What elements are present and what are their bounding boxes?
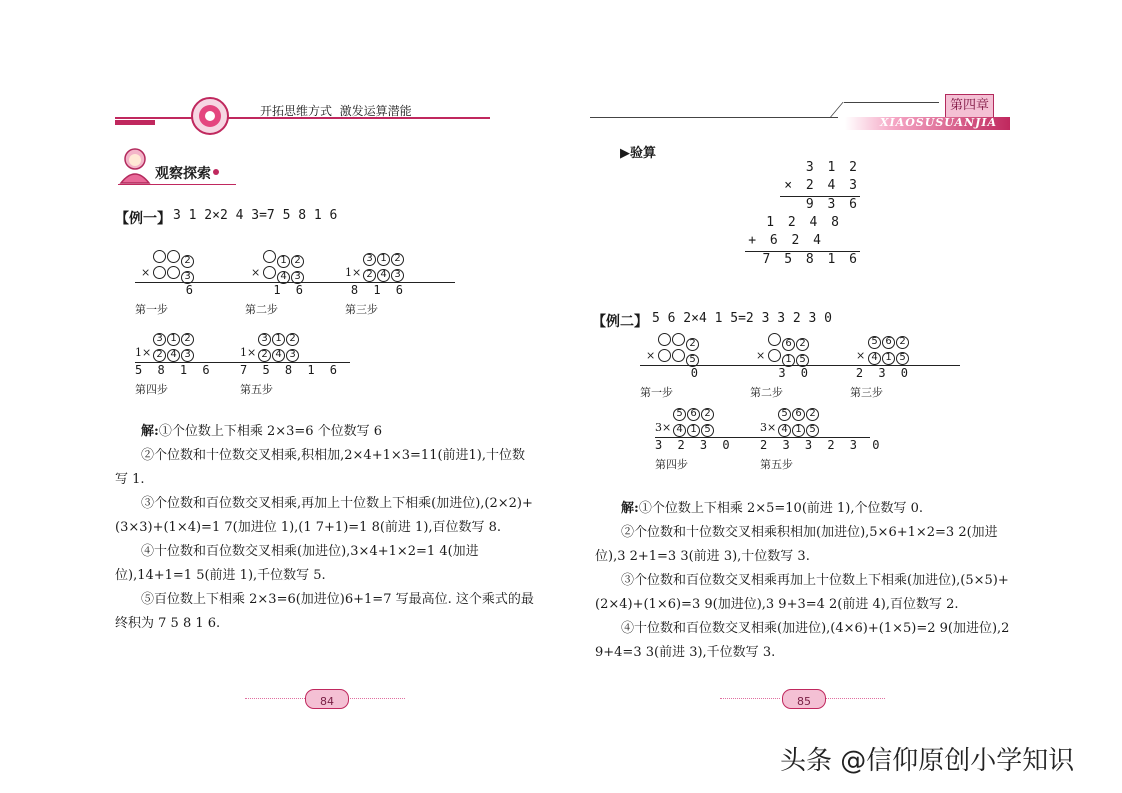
left-footer-ornament-left [245, 698, 305, 700]
step-result: 5 8 1 6 [135, 363, 214, 377]
circled-digit: 2 [291, 255, 304, 268]
watermark: 头条 @信仰原创小学知识 [780, 746, 1075, 776]
circled-digit: 6 [687, 408, 700, 421]
solution-label: 解: [141, 424, 159, 439]
step-result: 8 1 6 [350, 283, 407, 297]
circled-digit [658, 349, 671, 362]
solution-2-line-4: ④十位数和百位数交叉相乘(加进位),(4×6)+(1×5)=2 9(加进位),2 9+4=3 3(前进 3),千位数写 3. [595, 621, 1010, 660]
circled-digit [672, 349, 685, 362]
section-title-underline [118, 184, 236, 185]
multiplicand-row [850, 333, 960, 349]
example-1-label: 【例一】 [115, 211, 171, 227]
times-sign: × [141, 266, 151, 279]
solution-line-5: ⑤百位数上下相乘 2×3=6(加进位)6+1=7 写最高位. 这个乘式的最终积为 7 5 8 1 6. [115, 592, 534, 631]
multiplicand-row [345, 250, 455, 266]
times-sign: 1× [345, 266, 362, 279]
step-result: 3 0 [778, 366, 812, 380]
example-2-expression: 5 6 2×4 1 5=2 3 3 2 3 0 [652, 311, 833, 326]
circled-digit: 4 [277, 271, 290, 284]
solution-line-2: ②个位数和十位数交叉相乘,积相加,2×4+1×3=11(前进1),十位数写 1. [115, 448, 526, 487]
circled-digit: 2 [796, 338, 809, 351]
left-solution [115, 420, 535, 636]
step-caption: 第三步 [850, 386, 883, 399]
circled-digit: 3 [291, 271, 304, 284]
multiplier-row [345, 266, 455, 283]
circled-digit: 5 [896, 352, 909, 365]
circled-digit: 1 [882, 352, 895, 365]
circled-digit: 2 [363, 269, 376, 282]
circled-digit: 1 [782, 354, 795, 367]
example-2-label: 【例二】 [592, 314, 648, 330]
multiplicand-row [245, 250, 355, 266]
circled-digit: 3 [391, 269, 404, 282]
circled-digit [768, 333, 781, 346]
circled-digit: 2 [181, 255, 194, 268]
circled-digit: 1 [167, 333, 180, 346]
step-caption: 第二步 [245, 303, 278, 316]
circled-digit: 4 [778, 424, 791, 437]
circled-digit: 4 [377, 269, 390, 282]
times-sign: × [856, 349, 866, 362]
circled-digit: 2 [806, 408, 819, 421]
circled-digit [658, 333, 671, 346]
circled-digit: 3 [181, 349, 194, 362]
step-result: 0 [690, 366, 702, 380]
example-1-step-1 [135, 250, 245, 317]
circled-digit [263, 250, 276, 263]
right-header-line [590, 117, 838, 118]
multiplier-row [245, 266, 355, 283]
circled-digit: 5 [701, 424, 714, 437]
multiplier-row [750, 349, 860, 366]
solution-2-line-3: ③个位数和百位数交叉相乘再加上十位数上下相乘(加进位),(5×5)+(2×4)+(1×6)=3 9(加进位),3 9+3=4 2(前进 4),百位数写 2. [595, 573, 1009, 612]
section-girl-icon [115, 145, 155, 185]
check-partial-1: 9 3 6 [805, 197, 860, 212]
multiplicand-row [750, 333, 860, 349]
circled-digit: 5 [806, 424, 819, 437]
solution-line-3: ③个位数和百位数交叉相乘,再加上十位数上下相乘(加进位),(2×2)+(3×3)+(1×4)=1 7(加进位 1),(1 7+1)=1 8(前进 1),百位数写 8. [115, 496, 533, 535]
circled-digit: 1 [792, 424, 805, 437]
section-title-dot-icon [213, 169, 219, 175]
multiplier-row [240, 346, 350, 363]
multiplier-row [655, 421, 765, 438]
right-page-number-badge [782, 689, 826, 709]
times-sign: 3× [760, 421, 777, 434]
example-1-step-5 [240, 330, 350, 397]
solution-2-line-2: ②个位数和十位数交叉相乘积相加(加进位),5×6+1×2=3 2(加进位),3 2+1=3 3(前进 3),十位数写 3. [595, 525, 998, 564]
step-result: 3 2 3 0 [655, 438, 734, 452]
step-caption: 第三步 [345, 303, 378, 316]
step-caption: 第一步 [135, 303, 168, 316]
circled-digit: 1 [377, 253, 390, 266]
circled-digit [167, 250, 180, 263]
circled-digit: 6 [882, 336, 895, 349]
check-multiplicand: 3 1 2 [805, 160, 860, 175]
left-page-number: 84 [320, 695, 334, 708]
circled-digit: 2 [286, 333, 299, 346]
right-solution [595, 497, 1015, 665]
step-caption: 第四步 [655, 458, 688, 471]
check-multiplier: × 2 4 3 [780, 178, 860, 197]
example-2-step-4 [655, 405, 765, 472]
multiplicand-row [640, 333, 750, 349]
example-2-step-1 [640, 333, 750, 400]
example-1-step-2 [245, 250, 355, 317]
circled-digit [153, 250, 166, 263]
multiplier-row [135, 266, 245, 283]
right-footer-ornament-right [825, 698, 885, 700]
example-2-step-2 [750, 333, 860, 400]
solution-2-line-1: 解:①个位数上下相乘 2×5=10(前进 1),个位数写 0. [621, 501, 924, 516]
circled-digit: 2 [181, 333, 194, 346]
step-caption: 第四步 [135, 383, 168, 396]
step-caption: 第二步 [750, 386, 783, 399]
step-caption: 第一步 [640, 386, 673, 399]
circled-digit: 2 [153, 349, 166, 362]
circled-digit: 2 [701, 408, 714, 421]
circled-digit: 3 [153, 333, 166, 346]
circled-digit: 3 [363, 253, 376, 266]
circled-digit: 5 [686, 354, 699, 367]
times-sign: × [251, 266, 261, 279]
chapter-chip: 第四章 [945, 94, 994, 118]
solution-line-4: ④十位数和百位数交叉相乘(加进位),3×4+1×2=1 4(加进位),14+1=1 5(前进 1),千位数写 5. [115, 544, 479, 583]
example-1-step-3 [345, 250, 455, 317]
left-header-pink-bar [115, 120, 155, 125]
step-caption: 第五步 [240, 383, 273, 396]
circled-digit [672, 333, 685, 346]
left-page-number-badge [305, 689, 349, 709]
circled-digit: 4 [167, 349, 180, 362]
multiplicand-row [135, 250, 245, 266]
multiplicand-row [240, 330, 350, 346]
circled-digit: 5 [868, 336, 881, 349]
circled-digit: 2 [896, 336, 909, 349]
circled-digit [153, 266, 166, 279]
circled-digit: 2 [686, 338, 699, 351]
check-label: ▶验算 [620, 146, 656, 161]
left-header-emblem-icon [190, 96, 230, 136]
step-result: 2 3 3 2 3 0 [760, 438, 884, 452]
circled-digit: 2 [258, 349, 271, 362]
check-calculation [745, 160, 860, 270]
times-sign: 1× [240, 346, 257, 359]
circled-digit: 1 [277, 255, 290, 268]
circled-digit [167, 266, 180, 279]
example-2-step-5 [760, 405, 884, 472]
circled-digit: 2 [391, 253, 404, 266]
solution-line-1: 解:①个位数上下相乘 2×3=6 个位数写 6 [141, 424, 383, 439]
multiplier-row [760, 421, 870, 438]
right-header-top-line [844, 102, 939, 103]
solution-2-label: 解: [621, 501, 639, 516]
right-page-number: 85 [797, 695, 811, 708]
circled-digit [263, 266, 276, 279]
example-1-expression: 3 1 2×2 4 3=7 5 8 1 6 [173, 208, 338, 223]
example-1-step-4 [135, 330, 245, 397]
right-footer-ornament-left [720, 698, 780, 700]
chapter-badge [945, 94, 994, 118]
multiplier-row [135, 346, 245, 363]
circled-digit: 3 [181, 271, 194, 284]
step-caption: 第五步 [760, 458, 793, 471]
circled-digit: 5 [778, 408, 791, 421]
circled-digit: 6 [792, 408, 805, 421]
multiplicand-row [655, 405, 765, 421]
times-sign: × [646, 349, 656, 362]
times-sign: × [756, 349, 766, 362]
circled-digit [768, 349, 781, 362]
multiplicand-row [135, 330, 245, 346]
times-sign: 3× [655, 421, 672, 434]
circled-digit: 1 [687, 424, 700, 437]
circled-digit: 1 [272, 333, 285, 346]
example-2-step-3 [850, 333, 960, 400]
left-footer-ornament-right [345, 698, 405, 700]
section-title: 观察探索 [155, 166, 211, 182]
circled-digit: 5 [796, 354, 809, 367]
left-header-text: 开拓思维方式 激发运算潜能 [260, 104, 412, 118]
check-partial-3: + 6 2 4 [745, 233, 860, 252]
step-result: 7 5 8 1 6 [240, 363, 342, 377]
step-result: 6 [185, 283, 197, 297]
times-sign: 1× [135, 346, 152, 359]
step-result: 2 3 0 [855, 366, 912, 380]
multiplier-row [640, 349, 750, 366]
circled-digit: 4 [868, 352, 881, 365]
step-result: 1 6 [273, 283, 307, 297]
circled-digit: 4 [272, 349, 285, 362]
circled-digit: 5 [673, 408, 686, 421]
check-partial-2: 1 2 4 8 [766, 215, 842, 230]
circled-digit: 6 [782, 338, 795, 351]
multiplicand-row [760, 405, 870, 421]
chapter-pinyin: XIAOSUSUANJIA [880, 116, 998, 129]
circled-digit: 4 [673, 424, 686, 437]
circled-digit: 3 [258, 333, 271, 346]
circled-digit: 3 [286, 349, 299, 362]
multiplier-row [850, 349, 960, 366]
right-header-slant-line [829, 102, 846, 118]
check-total: 7 5 8 1 6 [762, 252, 860, 267]
